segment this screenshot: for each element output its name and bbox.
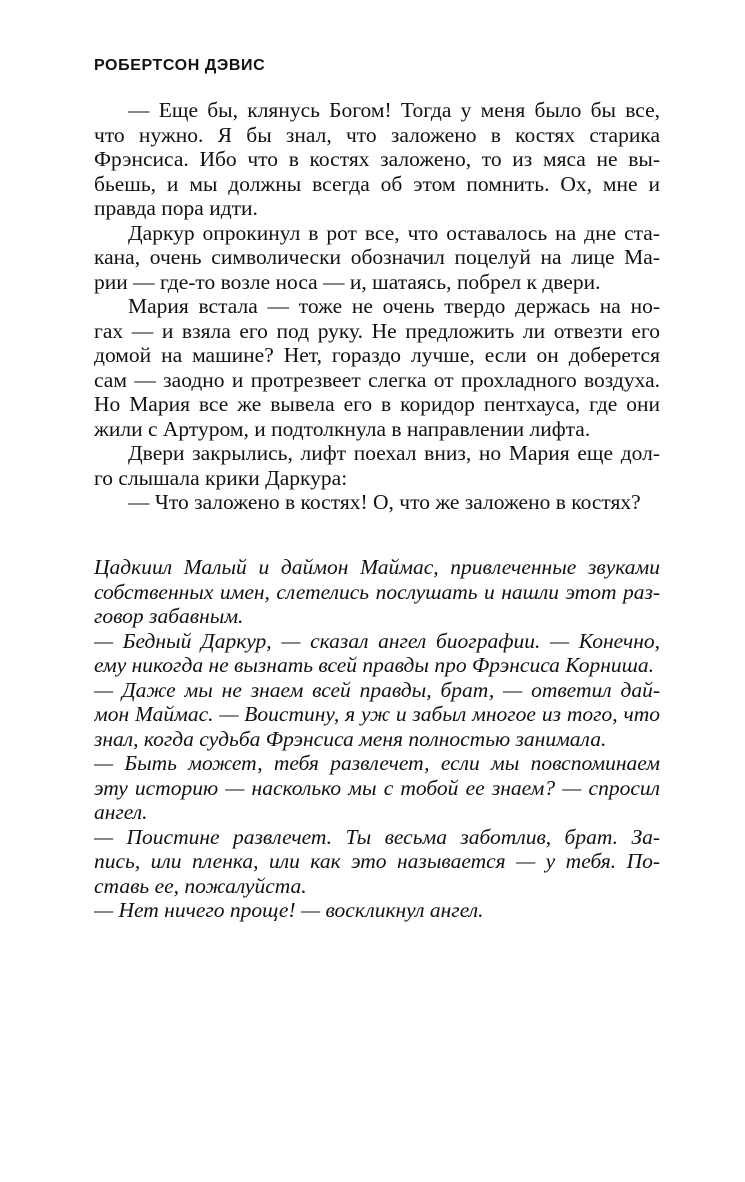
text-line: — Нет ничего проще! — воскликнул ангел. (94, 898, 484, 922)
text-line: Двери закрылись, лифт поехал вниз, но Мария еще дол- (128, 441, 660, 465)
text-line: Даркур опрокинул в рот все, что оставалось на дне ста- (128, 220, 660, 245)
text-line: правда пора идти. (94, 196, 258, 220)
text-line: мон Маймас. — Воистину, я уж и забыл многое из того, что (94, 702, 660, 726)
italic-text (94, 555, 660, 923)
text-line: Цадкиил Малый и даймон Маймас, привлеченные звуками (94, 555, 660, 579)
text-line: ангел. (94, 800, 148, 824)
text-line: Но Мария все же вывела его в коридор пентхауса, где они (94, 392, 660, 416)
text-line: ему никогда не вызнать всей правды про Фрэнсиса Корниша. (94, 653, 655, 677)
text-line: — Еще бы, клянусь Богом! Тогда у меня было бы все, (128, 98, 660, 122)
running-head: РОБЕРТСОН ДЭВИС (94, 57, 266, 74)
text-line: пись, или пленка, или как это называется — у тебя. По- (94, 849, 660, 873)
text-line: — Даже мы не знаем всей правды, брат, — ответил дай- (94, 677, 660, 702)
text-line: говор забавным. (94, 604, 244, 628)
main-text (94, 98, 660, 515)
text-line: сам — заодно и протрезвеет слегка от прохладного воздуха. (94, 367, 660, 392)
text-line: собственных имен, слетелись послушать и нашли этот раз- (94, 579, 660, 604)
text-line: кана, очень символически обозначил поцелуй на лице Ма- (94, 245, 660, 269)
text-line: знал, когда судьба Фрэнсиса меня полностью занимала. (94, 726, 607, 751)
text-line: — Быть может, тебя развлечет, если мы повспоминаем (94, 751, 660, 775)
text-line: — Что заложено в костях! О, что же заложено в костях? (128, 490, 641, 514)
text-line: Фрэнсиса. Ибо что в костях заложено, то из мяса не вы- (94, 147, 660, 171)
text-line: — Поистине развлечет. Ты весьма заботлив, брат. За- (94, 824, 660, 849)
text-line: гах — и взяла его под руку. Не предложить ли отвезти его (94, 318, 660, 343)
text-line: эту историю — насколько мы с тобой ее знаем? — спросил (94, 775, 660, 800)
text-line: Мария встала — тоже не очень твердо держась на но- (128, 294, 660, 318)
text-line: ставь ее, пожалуйста. (94, 873, 307, 898)
text-line: жили с Артуром, и подтолкнула в направлении лифта. (94, 416, 591, 441)
text-line: что нужно. Я бы знал, что заложено в костях старика (94, 122, 660, 147)
text-line: го слышала крики Даркура: (94, 465, 348, 490)
text-line: бьешь, и мы должны всегда об этом помнить. Ох, мне и (94, 171, 660, 196)
text-line: рии — где-то возле носа — и, шатаясь, побрел к двери. (94, 269, 601, 294)
text-line: — Бедный Даркур, — сказал ангел биографии. — Конечно, (94, 628, 660, 653)
text-line: домой на машине? Нет, гораздо лучше, если он доберется (94, 343, 660, 367)
